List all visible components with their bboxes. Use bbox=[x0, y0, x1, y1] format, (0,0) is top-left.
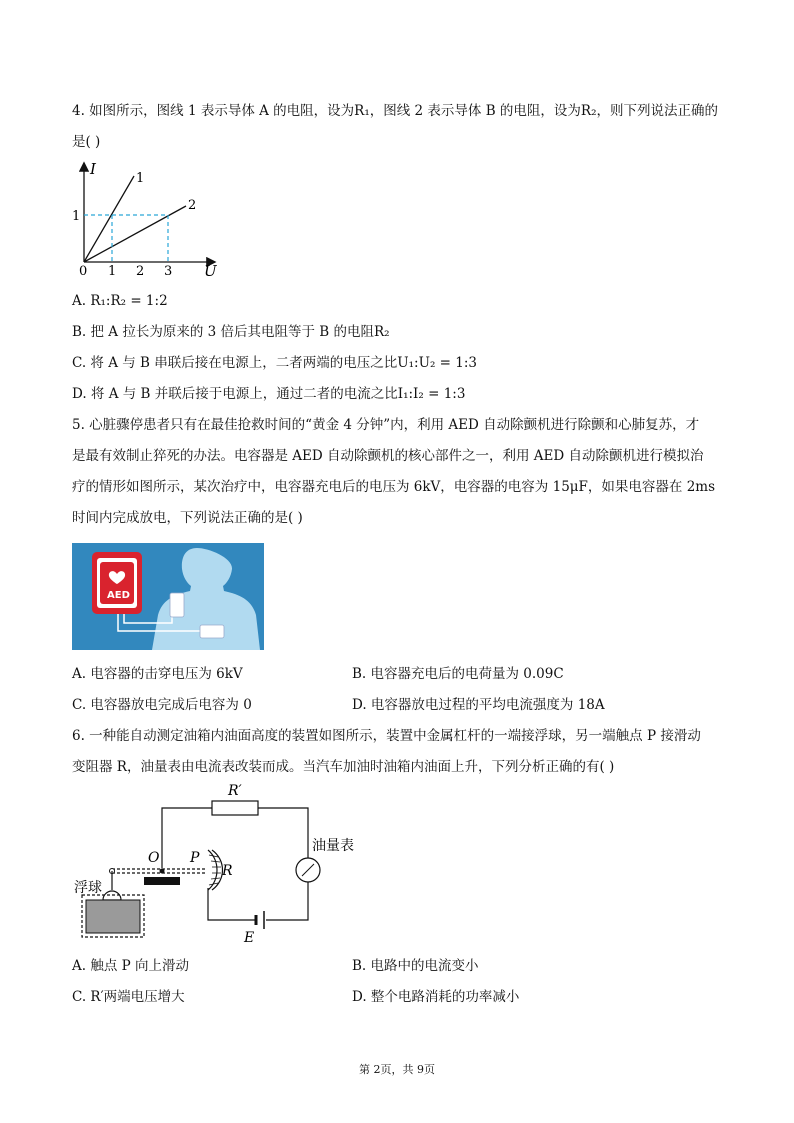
q5-stem-line4: 时间内完成放电，下列说法正确的是( ) bbox=[72, 510, 303, 526]
q4-stem-line2: 是( ) bbox=[72, 134, 101, 150]
q6-option-a: A. 触点 P 向上滑动 bbox=[72, 958, 189, 974]
q5-option-a: A. 电容器的击穿电压为 6kV bbox=[72, 666, 243, 682]
resistor-r-prime bbox=[212, 801, 258, 815]
q4-line-2 bbox=[84, 206, 186, 262]
q6-stem-line2: 变阻器 R，油量表由电流表改装而成。当汽车加油时油箱内油面上升，下列分析正确的有( ) bbox=[72, 759, 615, 775]
q5-stem-line1: 5. 心脏骤停患者只有在最佳抢救时间的“黄金 4 分钟”内，利用 AED 自动除颤机进行除颤和心肺复苏，才 bbox=[72, 417, 700, 433]
q4-line1-label: 1 bbox=[136, 171, 145, 186]
label-r-prime: R′ bbox=[228, 783, 242, 799]
q4-line2-label: 2 bbox=[188, 198, 197, 213]
q4-option-b: B. 把 A 拉长为原来的 3 倍后其电阻等于 B 的电阻R₂ bbox=[72, 324, 390, 340]
q5-aed-image bbox=[72, 543, 264, 650]
q4-origin-label: 0 bbox=[79, 264, 88, 279]
label-e: E bbox=[244, 930, 255, 945]
q4-option-d: D. 将 A 与 B 并联后接于电源上，通过二者的电流之比I₁:I₂ = 1:3 bbox=[72, 386, 466, 402]
q6-option-c: C. R′两端电压增大 bbox=[72, 989, 185, 1005]
label-float: 浮球 bbox=[74, 880, 102, 896]
aed-pad-2 bbox=[200, 625, 224, 638]
q4-option-a: A. R₁:R₂ = 1:2 bbox=[72, 293, 168, 309]
q6-circuit-figure bbox=[72, 780, 372, 945]
pivot-base bbox=[144, 877, 180, 885]
q5-stem-line3: 疗的情形如图所示，某次治疗中，电容器充电后的电压为 6kV，电容器的电容为 15μF，如果电容器在 2ms bbox=[72, 479, 716, 495]
q5-option-c: C. 电容器放电完成后电容为 0 bbox=[72, 697, 252, 713]
q5-stem-line2: 是最有效制止猝死的办法。电容器是 AED 自动除颤机的核心部件之一，利用 AED 自动除颤机进行模拟治 bbox=[72, 448, 704, 464]
q4-y-tick-1: 1 bbox=[72, 209, 81, 224]
q4-y-label: I bbox=[90, 160, 96, 178]
q5-option-d: D. 电容器放电过程的平均电流强度为 18A bbox=[352, 697, 605, 713]
label-r: R bbox=[222, 863, 233, 879]
label-o: O bbox=[148, 850, 160, 866]
q4-iu-graph bbox=[72, 158, 232, 283]
label-p: P bbox=[190, 850, 200, 866]
q6-option-b: B. 电路中的电流变小 bbox=[352, 958, 479, 974]
q4-x-tick-1: 1 bbox=[108, 264, 117, 279]
q4-line-1 bbox=[84, 176, 134, 262]
q6-option-d: D. 整个电路消耗的功率减小 bbox=[352, 989, 520, 1005]
q4-stem-line1: 4. 如图所示，图线 1 表示导体 A 的电阻，设为R₁，图线 2 表示导体 B 的电阻，设为R₂，则下列说法正确的 bbox=[72, 103, 719, 119]
q4-x-tick-2: 2 bbox=[136, 264, 145, 279]
label-oil-meter: 油量表 bbox=[312, 838, 354, 854]
aed-label: AED bbox=[107, 590, 130, 601]
q4-option-c: C. 将 A 与 B 串联后接在电源上，二者两端的电压之比U₁:U₂ = 1:3 bbox=[72, 355, 478, 371]
q6-stem-line1: 6. 一种能自动测定油箱内油面高度的装置如图所示，装置中金属杠杆的一端接浮球，另一端触点 P 接滑动 bbox=[72, 728, 701, 744]
q5-option-b: B. 电容器充电后的电荷量为 0.09C bbox=[352, 666, 564, 682]
page-footer: 第 2页，共 9页 bbox=[359, 1063, 435, 1076]
q4-x-tick-3: 3 bbox=[164, 264, 173, 279]
aed-pad-1 bbox=[170, 593, 184, 617]
q4-x-label: U bbox=[204, 262, 217, 280]
